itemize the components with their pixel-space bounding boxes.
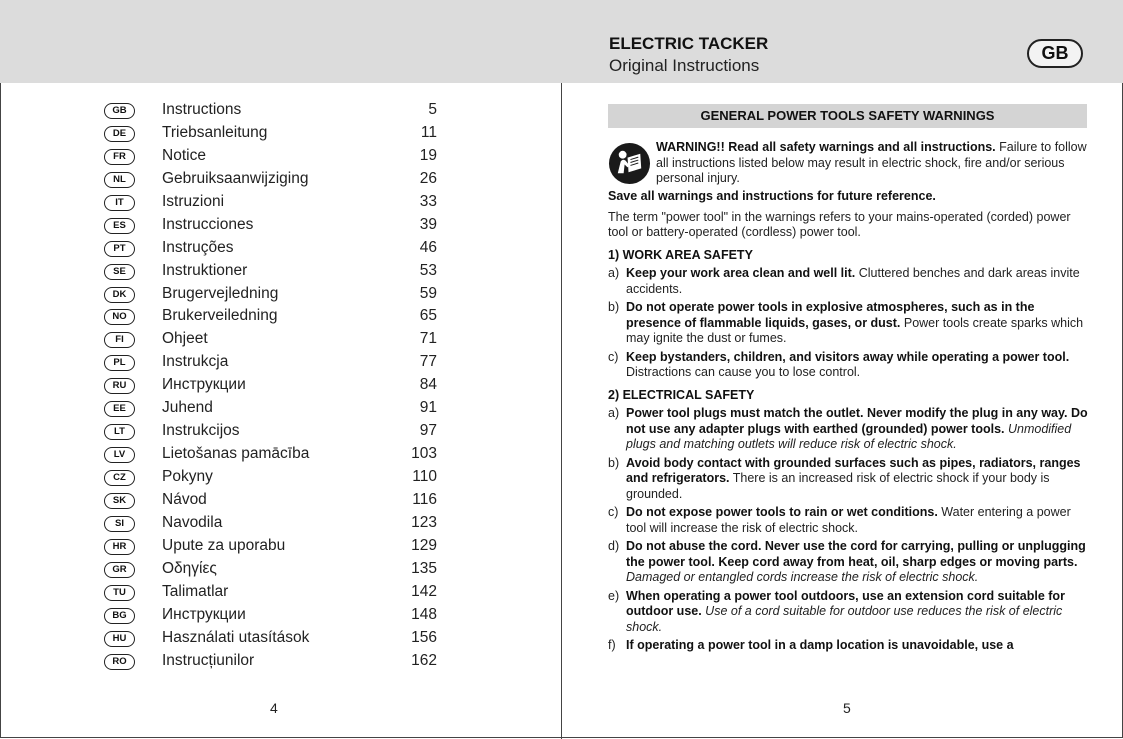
lang-code-badge: EE xyxy=(104,401,135,417)
lang-code-badge: NL xyxy=(104,172,135,188)
item-italic-text: Unmodified plugs and matching outlets will reduce risk of electric shock. xyxy=(626,421,1072,451)
toc-page-number: 97 xyxy=(419,422,437,440)
toc-page-number: 123 xyxy=(411,513,437,531)
toc-page-number: 156 xyxy=(411,628,437,646)
toc-row xyxy=(104,283,444,306)
toc-label: Инструкции xyxy=(162,376,246,394)
safety-item xyxy=(608,505,1088,536)
toc-row xyxy=(104,374,444,397)
item-text: Cluttered benches and dark areas invite accidents. xyxy=(626,266,1080,296)
item-bold-text: Power tool plugs must match the outlet. Never modify the plug in any way. Do not use any adapter plugs with earthed (grounded) power tools. xyxy=(626,406,1088,436)
page-divider xyxy=(561,83,562,739)
toc-page-number: 59 xyxy=(419,284,437,302)
toc-page-number: 142 xyxy=(411,582,437,600)
toc-label: Instruções xyxy=(162,238,234,256)
item-bold-text: Do not abuse the cord. Never use the cord for carrying, pulling or unplugging the power tool. Keep cord away from heat, oil, sharp edges or moving parts. xyxy=(626,539,1086,569)
toc-label: Οδηγίες xyxy=(162,559,217,577)
toc-label: Instructions xyxy=(162,101,242,118)
item-italic-text: Use of a cord suitable for outdoor use reduces the risk of electric shock. xyxy=(626,604,1063,634)
toc-label: Upute za uporabu xyxy=(162,536,286,554)
toc-label: Instruktioner xyxy=(162,261,248,279)
lang-code-badge: FR xyxy=(104,149,135,165)
toc-page-number: 91 xyxy=(419,399,437,417)
warning-rest: Failure to follow all instructions listed below may result in electric shock, fire and/or serious personal injury. xyxy=(656,140,1087,185)
item-letter: a) xyxy=(608,266,620,280)
item-bold-text: Do not operate power tools in explosive atmospheres, such as in the presence of flammable liquids, gases, or dust. xyxy=(626,300,1035,330)
lang-code-badge: DE xyxy=(104,126,135,142)
lang-code-badge: LV xyxy=(104,447,135,463)
safety-item xyxy=(608,589,1088,636)
toc-page-number: 19 xyxy=(419,146,437,164)
toc-row xyxy=(104,260,444,283)
safety-warnings-section xyxy=(608,104,1088,654)
item-text: There is an increased risk of electric shock if your body is grounded. xyxy=(626,471,1050,501)
electrical-items xyxy=(608,406,1088,654)
toc-page-number: 110 xyxy=(412,468,437,485)
toc-row xyxy=(104,122,444,145)
toc-page-number: 39 xyxy=(419,215,437,233)
right-page-number: 5 xyxy=(843,700,851,716)
toc-label: Instrukcijos xyxy=(162,422,240,440)
toc-label: Instrucțiunilor xyxy=(162,651,255,669)
toc-row xyxy=(104,627,444,650)
lang-code-badge: DK xyxy=(104,287,135,303)
toc-label: Ohjeet xyxy=(162,330,208,348)
safety-item xyxy=(608,266,1088,297)
toc-page-number: 5 xyxy=(428,101,437,118)
lang-code-badge: SE xyxy=(104,264,135,280)
lang-code-badge: GB xyxy=(104,103,135,119)
item-text: Distractions can cause you to lose control. xyxy=(626,365,861,379)
toc-row xyxy=(104,535,444,558)
item-text: Power tools create sparks which may ignite the dust or fumes. xyxy=(626,315,1084,345)
toc-label: Инструкции xyxy=(162,605,246,623)
toc-row xyxy=(104,168,444,191)
warning-block xyxy=(608,140,1088,190)
item-letter: c) xyxy=(608,505,619,519)
lang-code-badge: GR xyxy=(104,562,135,578)
toc-row xyxy=(104,466,444,489)
safety-item xyxy=(608,539,1088,586)
toc-label: Használati utasítások xyxy=(162,628,310,646)
lang-code-badge: NO xyxy=(104,309,135,325)
lang-code-badge: HR xyxy=(104,539,135,555)
item-bold-text: Avoid body contact with grounded surfaces such as pipes, radiators, ranges and refrigerators. xyxy=(626,455,1081,485)
toc-row xyxy=(104,145,444,168)
toc-label: Brugervejledning xyxy=(162,284,279,302)
toc-row xyxy=(104,328,444,351)
toc-page-number: 26 xyxy=(419,169,437,187)
power-tool-term-line: The term "power tool" in the warnings refers to your mains-operated (corded) power tool or battery-operated (cordless) power tool. xyxy=(608,209,1071,239)
toc-row xyxy=(104,237,444,260)
lang-code-badge: BG xyxy=(104,608,135,624)
item-letter: c) xyxy=(608,349,619,364)
read-manual-icon xyxy=(608,142,651,185)
toc-row xyxy=(104,305,444,328)
item-letter: b) xyxy=(608,455,620,470)
toc-page-number: 11 xyxy=(420,123,437,141)
warning-text xyxy=(656,140,1087,187)
item-bold-text: If operating a power tool in a damp location is unavoidable, use a xyxy=(626,638,1014,652)
header-band xyxy=(0,0,1123,83)
item-bold-text: When operating a power tool outdoors, use an extension cord suitable for outdoor use. xyxy=(626,588,1065,618)
left-page-number: 4 xyxy=(270,700,278,716)
table-of-contents xyxy=(104,99,444,672)
save-instructions-line: Save all warnings and instructions for future reference. xyxy=(608,189,936,203)
toc-row xyxy=(104,650,444,673)
lang-code-badge: RU xyxy=(104,378,135,394)
language-badge: GB xyxy=(1027,39,1083,68)
toc-row xyxy=(104,443,444,466)
toc-page-number: 129 xyxy=(411,536,437,554)
toc-label: Brukerveiledning xyxy=(162,307,278,325)
safety-item xyxy=(608,456,1088,503)
toc-row xyxy=(104,489,444,512)
document-subtitle: Original Instructions xyxy=(609,56,760,75)
toc-page-number: 71 xyxy=(419,330,437,348)
lang-code-badge: PT xyxy=(104,241,135,257)
toc-page-number: 135 xyxy=(411,559,437,577)
toc-row xyxy=(104,99,444,122)
lang-code-badge: FI xyxy=(104,332,135,348)
lang-code-badge: PL xyxy=(104,355,135,371)
safety-item xyxy=(608,406,1088,453)
toc-page-number: 65 xyxy=(419,307,437,325)
toc-page-number: 148 xyxy=(411,605,437,623)
lang-code-badge: CZ xyxy=(104,470,135,486)
toc-label: Triebsanleitung xyxy=(162,123,268,141)
toc-page-number: 46 xyxy=(419,238,437,256)
lang-code-badge: SI xyxy=(104,516,135,532)
item-letter: a) xyxy=(608,406,620,420)
section-banner: GENERAL POWER TOOLS SAFETY WARNINGS xyxy=(608,104,1087,128)
toc-page-number: 53 xyxy=(419,261,437,279)
toc-page-number: 77 xyxy=(419,353,437,371)
document-title: ELECTRIC TACKER xyxy=(609,34,769,53)
item-bold-text: Keep your work area clean and well lit. xyxy=(626,266,856,280)
lang-code-badge: RO xyxy=(104,654,135,670)
item-text: Water entering a power tool will increase the risk of electric shock. xyxy=(626,505,1071,535)
work-area-heading: 1) WORK AREA SAFETY xyxy=(608,247,753,262)
toc-row xyxy=(104,397,444,420)
toc-label: Juhend xyxy=(162,399,213,417)
toc-row xyxy=(104,191,444,214)
safety-item xyxy=(608,350,1088,381)
lang-code-badge: LT xyxy=(104,424,135,440)
toc-label: Návod xyxy=(162,490,207,508)
electrical-heading: 2) ELECTRICAL SAFETY xyxy=(608,387,755,402)
item-letter: d) xyxy=(608,539,620,553)
safety-item xyxy=(608,638,1088,654)
item-bold-text: Keep bystanders, children, and visitors away while operating a power tool. xyxy=(626,349,1070,364)
toc-row xyxy=(104,351,444,374)
toc-label: Lietošanas pamācība xyxy=(162,445,310,463)
toc-label: Pokyny xyxy=(162,468,213,485)
item-italic-text: Damaged or entangled cords increase the risk of electric shock. xyxy=(626,570,979,584)
toc-label: Instrucciones xyxy=(162,215,254,233)
toc-label: Notice xyxy=(162,146,206,164)
item-letter: e) xyxy=(608,588,620,603)
toc-label: Gebruiksaanwijziging xyxy=(162,169,309,187)
toc-row xyxy=(104,512,444,535)
lang-code-badge: IT xyxy=(104,195,135,211)
safety-item xyxy=(608,300,1088,347)
toc-label: Navodila xyxy=(162,513,223,531)
lang-code-badge: HU xyxy=(104,631,135,647)
toc-page-number: 103 xyxy=(411,445,437,463)
lang-code-badge: SK xyxy=(104,493,135,509)
toc-row xyxy=(104,420,444,443)
toc-row xyxy=(104,581,444,604)
lang-code-badge: TU xyxy=(104,585,135,601)
toc-page-number: 162 xyxy=(411,651,437,669)
lang-code-badge: ES xyxy=(104,218,135,234)
toc-page-number: 84 xyxy=(419,376,437,394)
item-bold-text: Do not expose power tools to rain or wet conditions. xyxy=(626,505,938,519)
toc-row xyxy=(104,604,444,627)
toc-label: Talimatlar xyxy=(162,582,229,600)
toc-row xyxy=(104,558,444,581)
toc-page-number: 116 xyxy=(412,490,437,508)
work-area-items xyxy=(608,266,1088,381)
toc-row xyxy=(104,214,444,237)
toc-label: Istruzioni xyxy=(162,192,225,210)
toc-label: Instrukcja xyxy=(162,353,229,371)
toc-page-number: 33 xyxy=(419,192,437,210)
item-letter: b) xyxy=(608,300,620,314)
item-letter: f) xyxy=(608,638,616,652)
warning-bold: WARNING!! Read all safety warnings and all instructions. xyxy=(656,140,996,154)
